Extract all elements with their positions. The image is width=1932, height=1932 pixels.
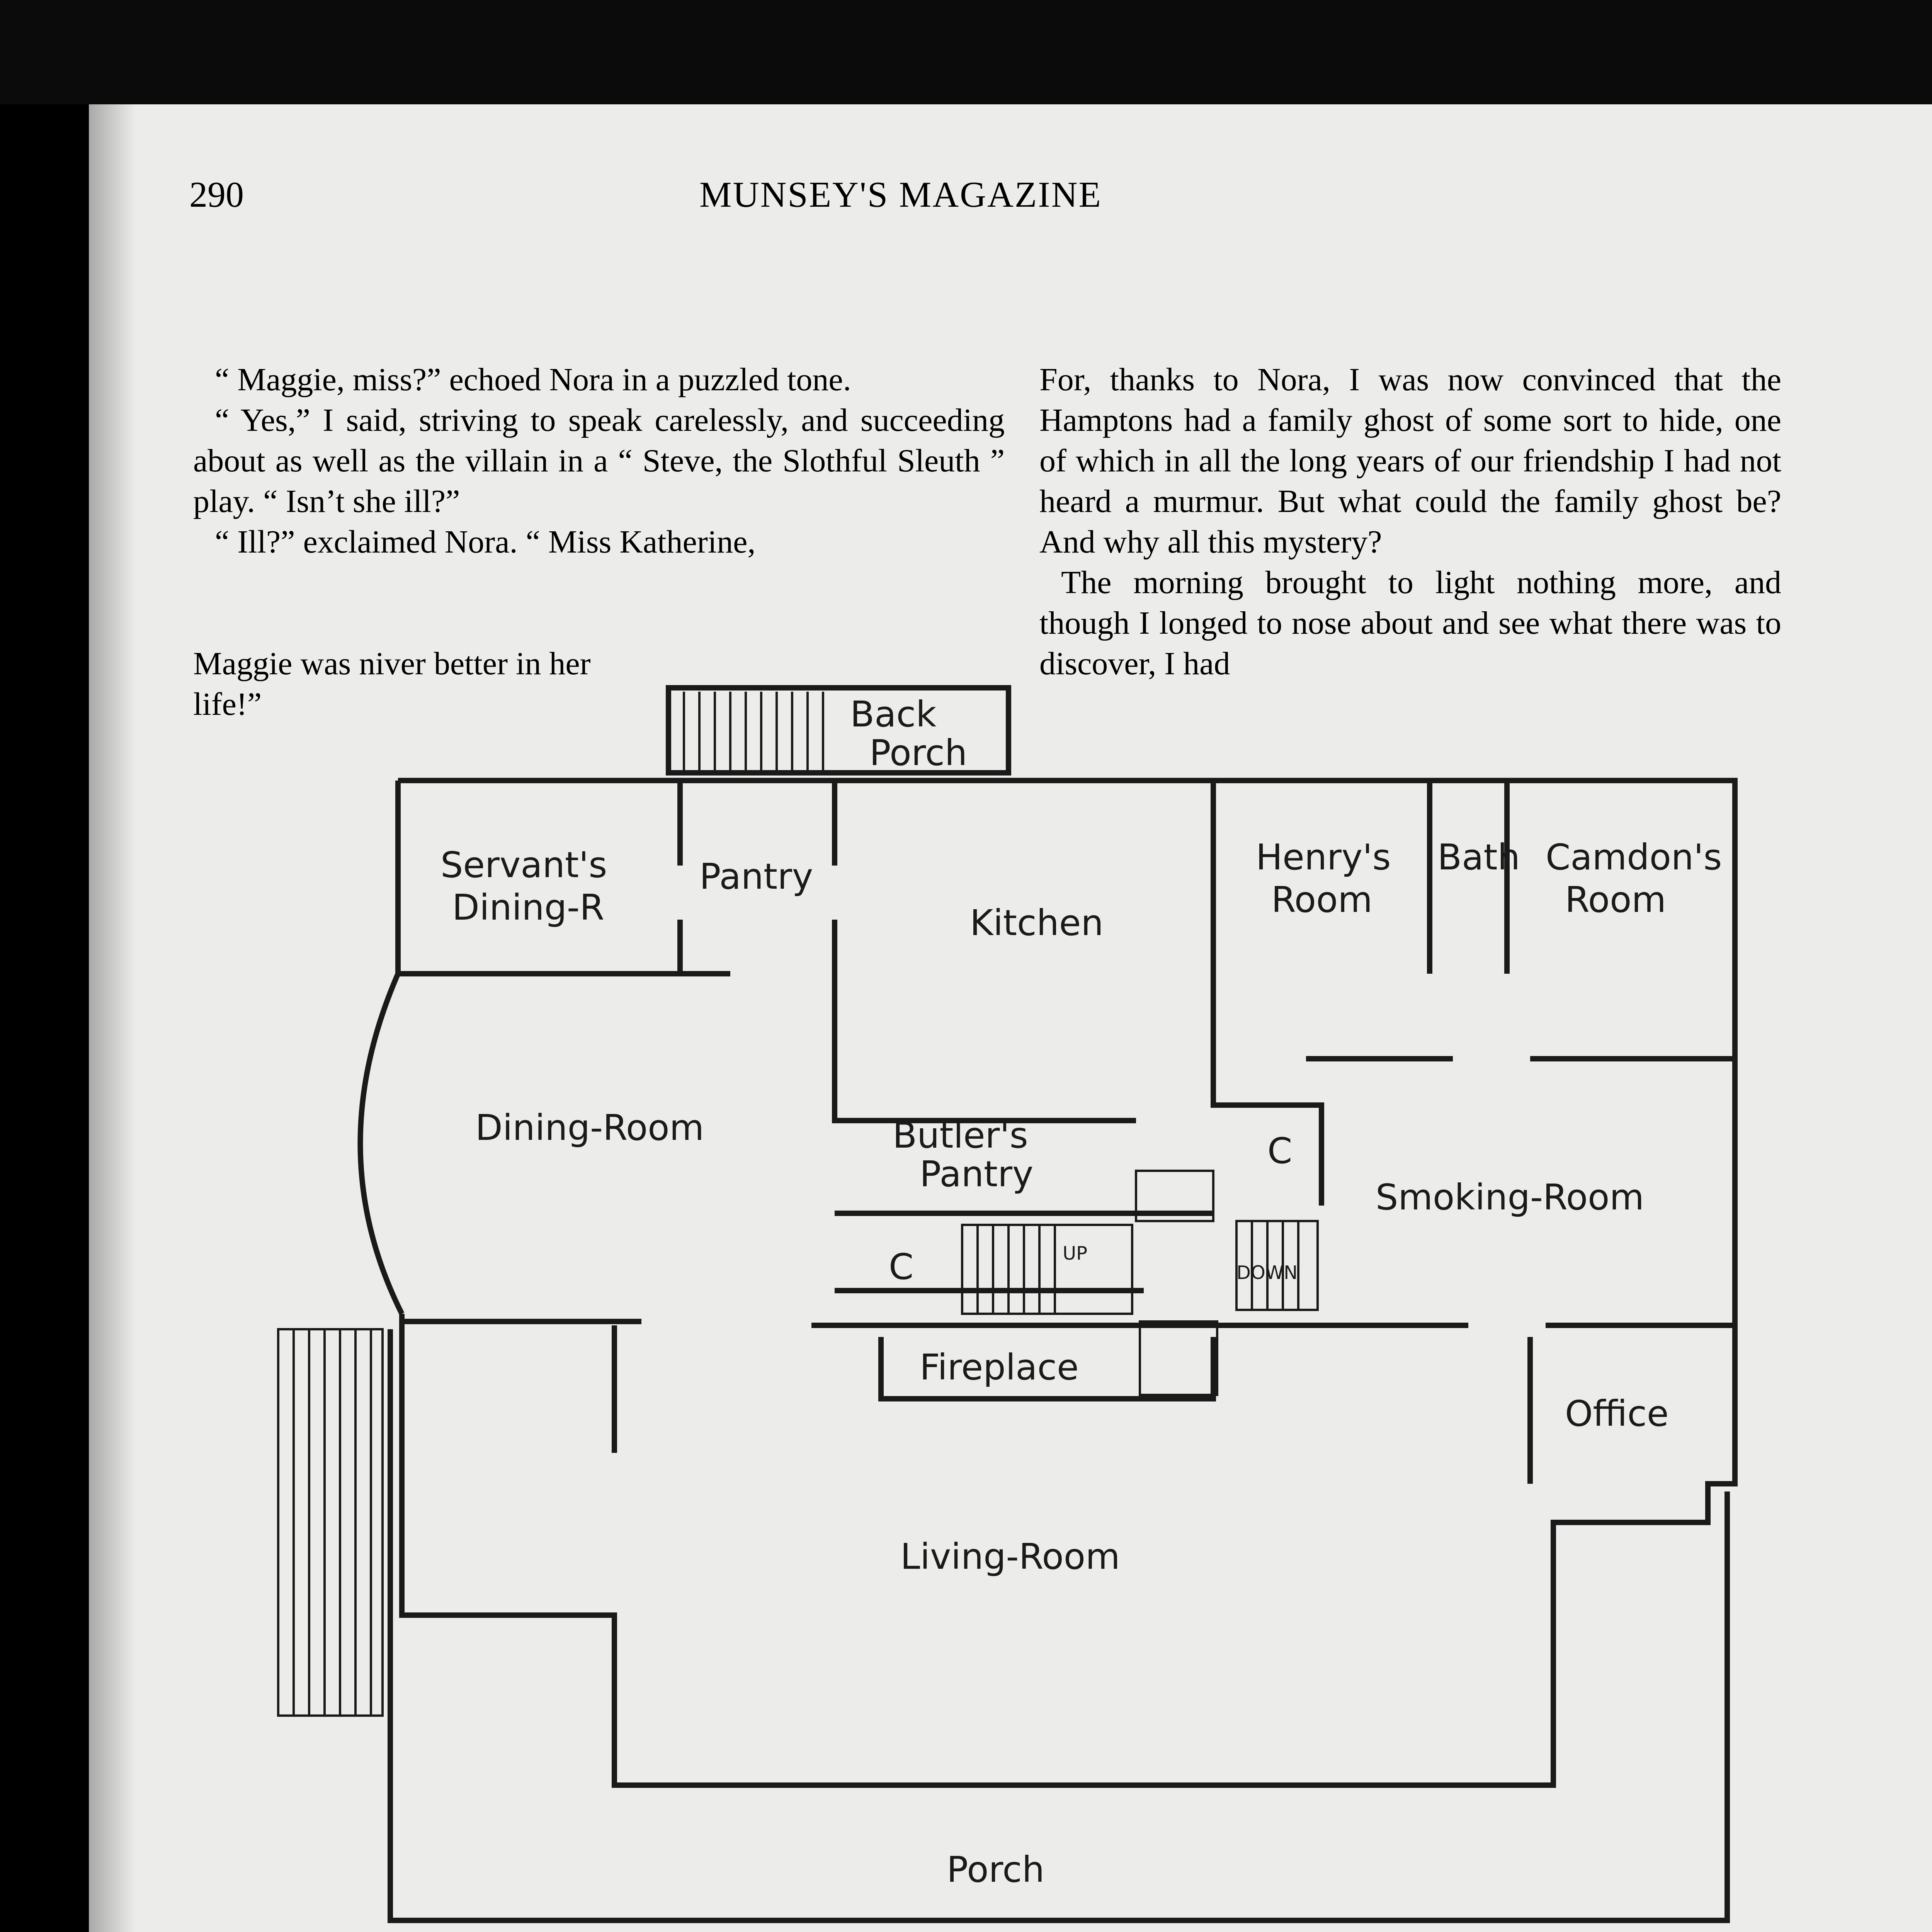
room-label: Henry's <box>1256 837 1391 878</box>
paragraph: “ Maggie, miss?” echoed Nora in a puzzled tone. <box>215 362 851 398</box>
stair-label: UP <box>1063 1243 1088 1264</box>
paragraph: The morning brought to light nothing more, and though I longed to nose about and see what there was to discover, I had <box>1039 565 1781 682</box>
room-label: Fireplace <box>920 1347 1079 1388</box>
room-label: Dining-R <box>452 887 605 928</box>
page-binding-shadow <box>89 104 135 1932</box>
room-label: Dining-Room <box>475 1107 704 1148</box>
running-title: MUNSEY'S MAGAZINE <box>699 175 1102 215</box>
room-label: Smoking-Room <box>1376 1177 1645 1218</box>
room-label: Butler's <box>893 1115 1028 1156</box>
room-label: Porch <box>869 732 968 774</box>
text-column-top-left <box>193 359 1005 562</box>
room-label: Camdon's <box>1546 837 1722 878</box>
room-label: Pantry <box>920 1153 1034 1195</box>
paragraph: For, thanks to Nora, I was now convinced that the Hamptons had a family ghost of some sort to hide, one of which in all the long years of our friendship I had not heard a murmur. But what could the family ghost be? And why all this mystery? <box>1039 362 1781 560</box>
room-label: Office <box>1565 1393 1669 1434</box>
paragraph: “ Yes,” I said, striving to speak carelessly, and succeeding about as well as the villain in a “ Steve, the Slothful Sleuth ” play. “ Isn’t she ill?” <box>193 402 1005 519</box>
paragraph: “ Ill?” exclaimed Nora. “ Miss Katherine, <box>215 524 756 560</box>
scan-border-top <box>0 0 1932 104</box>
room-label: C <box>889 1246 914 1287</box>
room-label: Room <box>1565 879 1666 920</box>
room-label: Porch <box>947 1849 1045 1890</box>
room-label: Bath <box>1437 837 1520 878</box>
stair-label: DOWN <box>1236 1262 1298 1284</box>
text-column-top-right <box>1039 359 1781 684</box>
room-label: C <box>1267 1130 1293 1172</box>
room-label: Kitchen <box>970 902 1104 944</box>
room-label: Back <box>850 694 937 735</box>
text-column-top-left-narrow <box>193 643 603 724</box>
paragraph: Maggie was niver better in her life!” <box>193 646 591 722</box>
page-number: 290 <box>189 175 244 215</box>
room-label: Pantry <box>699 856 813 897</box>
room-label: Servant's <box>440 844 607 886</box>
room-label: Room <box>1271 879 1372 920</box>
room-label: Living-Room <box>900 1536 1120 1577</box>
